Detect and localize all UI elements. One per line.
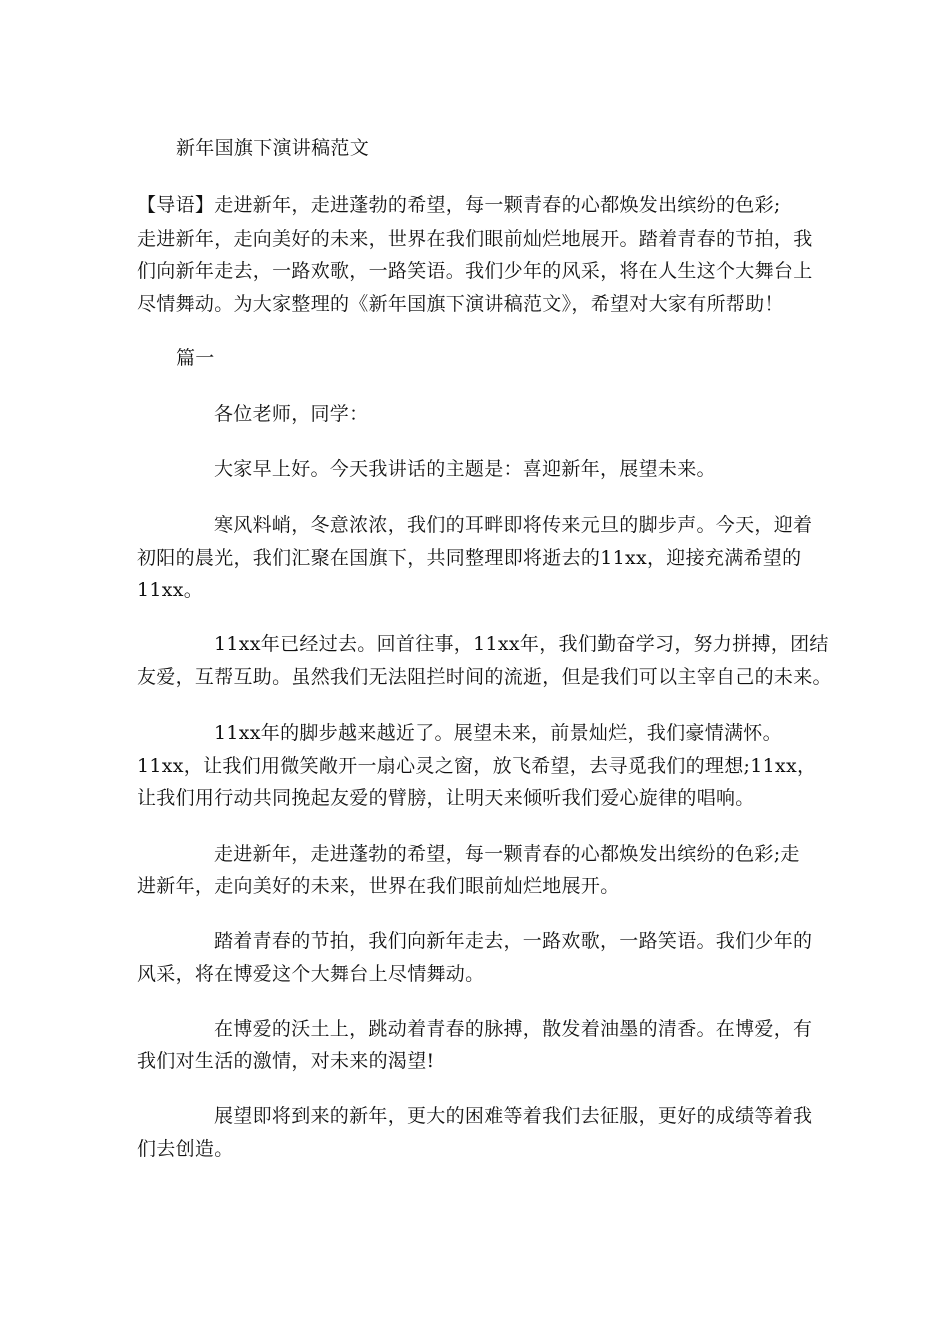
intro-line: 尽情舞动。为大家整理的《新年国旗下演讲稿范文》，希望对大家有所帮助！ (137, 293, 784, 315)
paragraph-line: 们去创造。 (137, 1138, 234, 1160)
paragraph-line: 11xx，让我们用微笑敞开一扇心灵之窗，放飞希望，去寻觅我们的理想;11xx， (137, 755, 817, 777)
paragraph-line: 11xx年的脚步越来越近了。展望未来，前景灿烂，我们豪情满怀。 (214, 722, 782, 744)
intro-line: 们向新年走去，一路欢歌，一路笑语。我们少年的风采，将在人生这个大舞台上 (137, 260, 813, 282)
paragraph-line: 踏着青春的节拍，我们向新年走去，一路欢歌，一路笑语。我们少年的 (214, 930, 813, 952)
paragraph-line: 走进新年，走进蓬勃的希望，每一颗青春的心都焕发出缤纷的色彩;走 (214, 843, 800, 865)
intro-line: 【导语】走进新年，走进蓬勃的希望，每一颗青春的心都焕发出缤纷的色彩; (137, 194, 781, 216)
paragraph-line: 初阳的晨光，我们汇聚在国旗下，共同整理即将逝去的11xx，迎接充满希望的 (137, 547, 802, 569)
section-title: 篇一 (176, 347, 215, 369)
paragraph-line: 我们对生活的激情，对未来的渴望! (137, 1050, 435, 1072)
paragraph-1: 大家早上好。今天我讲话的主题是：喜迎新年，展望未来。 (214, 458, 716, 480)
paragraph-line: 友爱，互帮互助。虽然我们无法阻拦时间的流逝，但是我们可以主宰自己的未来。 (137, 666, 832, 688)
document-title: 新年国旗下演讲稿范文 (176, 137, 370, 159)
paragraph-line: 11xx。 (137, 579, 204, 601)
paragraph-line: 寒风料峭，冬意浓浓，我们的耳畔即将传来元旦的脚步声。今天，迎着 (214, 514, 813, 536)
paragraph-line: 在博爱的沃土上，跳动着青春的脉搏，散发着油墨的清香。在博爱，有 (214, 1018, 813, 1040)
paragraph-line: 展望即将到来的新年，更大的困难等着我们去征服，更好的成绩等着我 (214, 1105, 813, 1127)
intro-line: 走进新年，走向美好的未来，世界在我们眼前灿烂地展开。踏着青春的节拍，我 (137, 228, 813, 250)
paragraph-line: 11xx年已经过去。回首往事，11xx年，我们勤奋学习，努力拼搏，团结 (214, 633, 829, 655)
paragraph-line: 让我们用行动共同挽起友爱的臂膀，让明天来倾听我们爱心旋律的唱响。 (137, 787, 755, 809)
salutation: 各位老师，同学： (214, 403, 369, 425)
paragraph-line: 进新年，走向美好的未来，世界在我们眼前灿烂地展开。 (137, 875, 620, 897)
paragraph-line: 风采，将在博爱这个大舞台上尽情舞动。 (137, 963, 485, 985)
